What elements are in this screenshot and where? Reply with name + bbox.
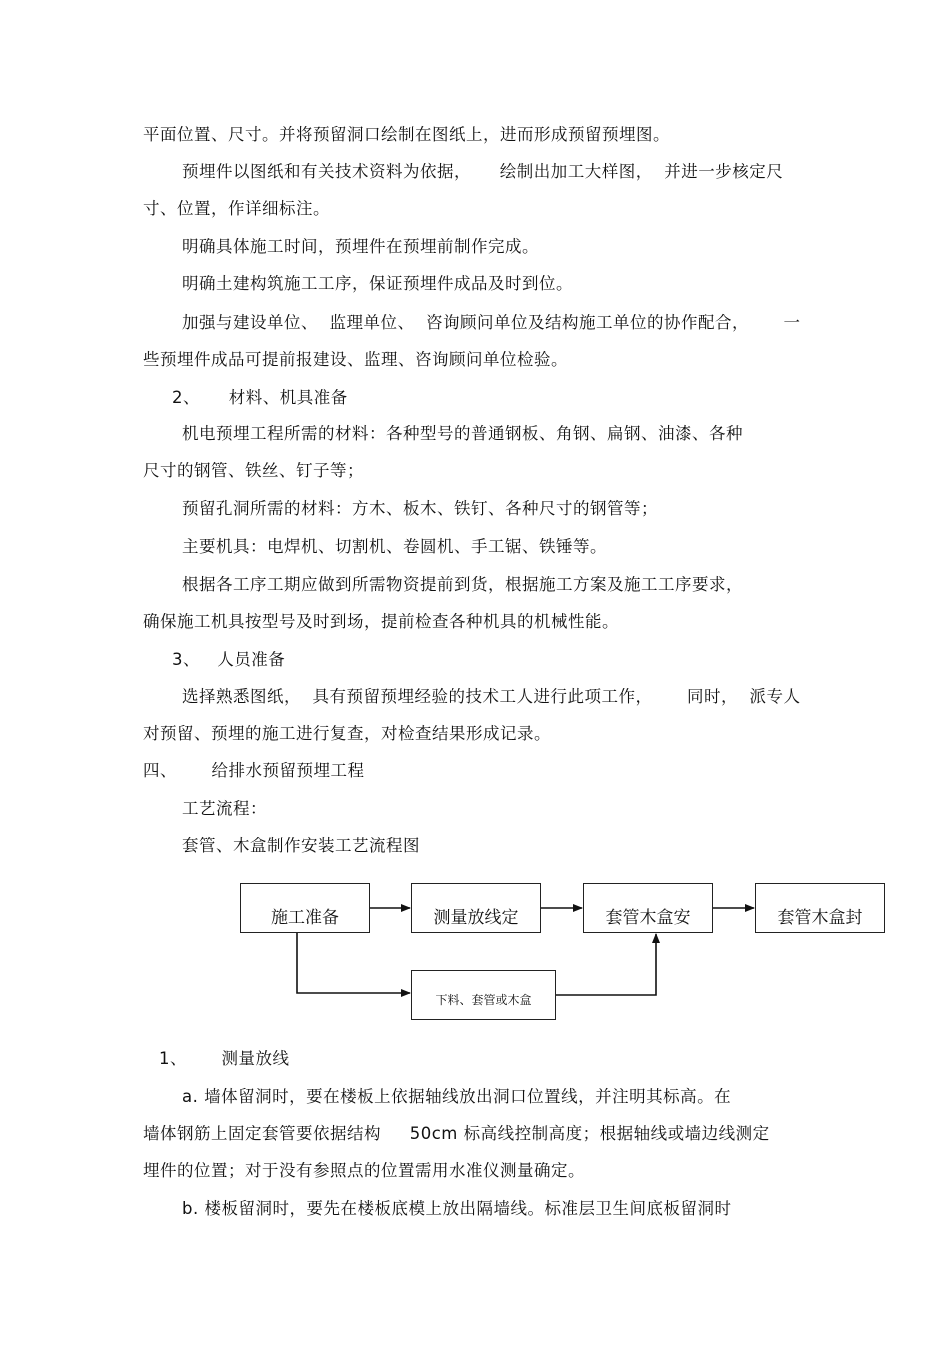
flow-step-survey: 测量放线定 [411, 883, 541, 933]
paragraph-line: 工艺流程： [182, 799, 267, 818]
paragraph-line: 主要机具：电焊机、切割机、卷圆机、手工锯、铁锤等。 [182, 537, 607, 556]
flow-step-install: 套管木盒安 [583, 883, 713, 933]
paragraph-line: a. 墙体留洞时，要在楼板上依据轴线放出洞口位置线，并注明其标高。在 [182, 1087, 732, 1106]
arrow-branch-step3 [555, 934, 656, 995]
paragraph-line: 选择熟悉图纸， 具有预留预埋经验的技术工人进行此项工作， 同时， 派专人 [182, 687, 801, 706]
paragraph-line: 预留孔洞所需的材料：方木、板木、铁钉、各种尺寸的钢管等； [182, 499, 658, 518]
paragraph-line: 根据各工序工期应做到所需物资提前到货，根据施工方案及施工工序要求， [182, 575, 743, 594]
paragraph-line: 平面位置、尺寸。并将预留洞口绘制在图纸上，进而形成预留预埋图。 [143, 125, 670, 144]
paragraph-line: 确保施工机具按型号及时到场，提前检查各种机具的机械性能。 [143, 612, 619, 631]
section-heading: 2、 材料、机具准备 [172, 388, 348, 407]
paragraph-line: 对预留、预埋的施工进行复查，对检查结果形成记录。 [143, 724, 551, 743]
paragraph-line: b. 楼板留洞时，要先在楼板底模上放出隔墙线。标准层卫生间底板留洞时 [182, 1199, 732, 1218]
arrow-step1-branch [297, 933, 410, 993]
flow-step-cutting: 下料、套管或木盒 [411, 970, 556, 1020]
flowchart-caption: 套管、木盒制作安装工艺流程图 [182, 836, 420, 855]
paragraph-line: 明确具体施工时间，预埋件在预埋前制作完成。 [182, 237, 539, 256]
paragraph-line: 加强与建设单位、 监理单位、 咨询顾问单位及结构施工单位的协作配合， 一 [182, 313, 801, 332]
chapter-heading: 四、 给排水预留预埋工程 [143, 761, 365, 780]
paragraph-line: 墙体钢筋上固定套管要依据结构 50cm 标高线控制高度；根据轴线或墙边线测定 [143, 1124, 770, 1143]
section-heading: 1、 测量放线 [159, 1049, 290, 1068]
paragraph-line: 预埋件以图纸和有关技术资料为依据， 绘制出加工大样图， 并进一步核定尺 [182, 162, 784, 181]
paragraph-line: 埋件的位置；对于没有参照点的位置需用水准仪测量确定。 [143, 1161, 585, 1180]
flow-step-prepare: 施工准备 [240, 883, 370, 933]
flow-step-seal: 套管木盒封 [755, 883, 885, 933]
paragraph-line: 机电预埋工程所需的材料：各种型号的普通钢板、角钢、扁钢、油漆、各种 [182, 424, 743, 443]
paragraph-line: 些预埋件成品可提前报建设、监理、咨询顾问单位检验。 [143, 350, 568, 369]
paragraph-line: 寸、位置，作详细标注。 [143, 199, 330, 218]
paragraph-line: 明确土建构筑施工工序，保证预埋件成品及时到位。 [182, 274, 573, 293]
section-heading: 3、 人员准备 [172, 650, 286, 669]
paragraph-line: 尺寸的钢管、铁丝、钉子等； [143, 461, 364, 480]
